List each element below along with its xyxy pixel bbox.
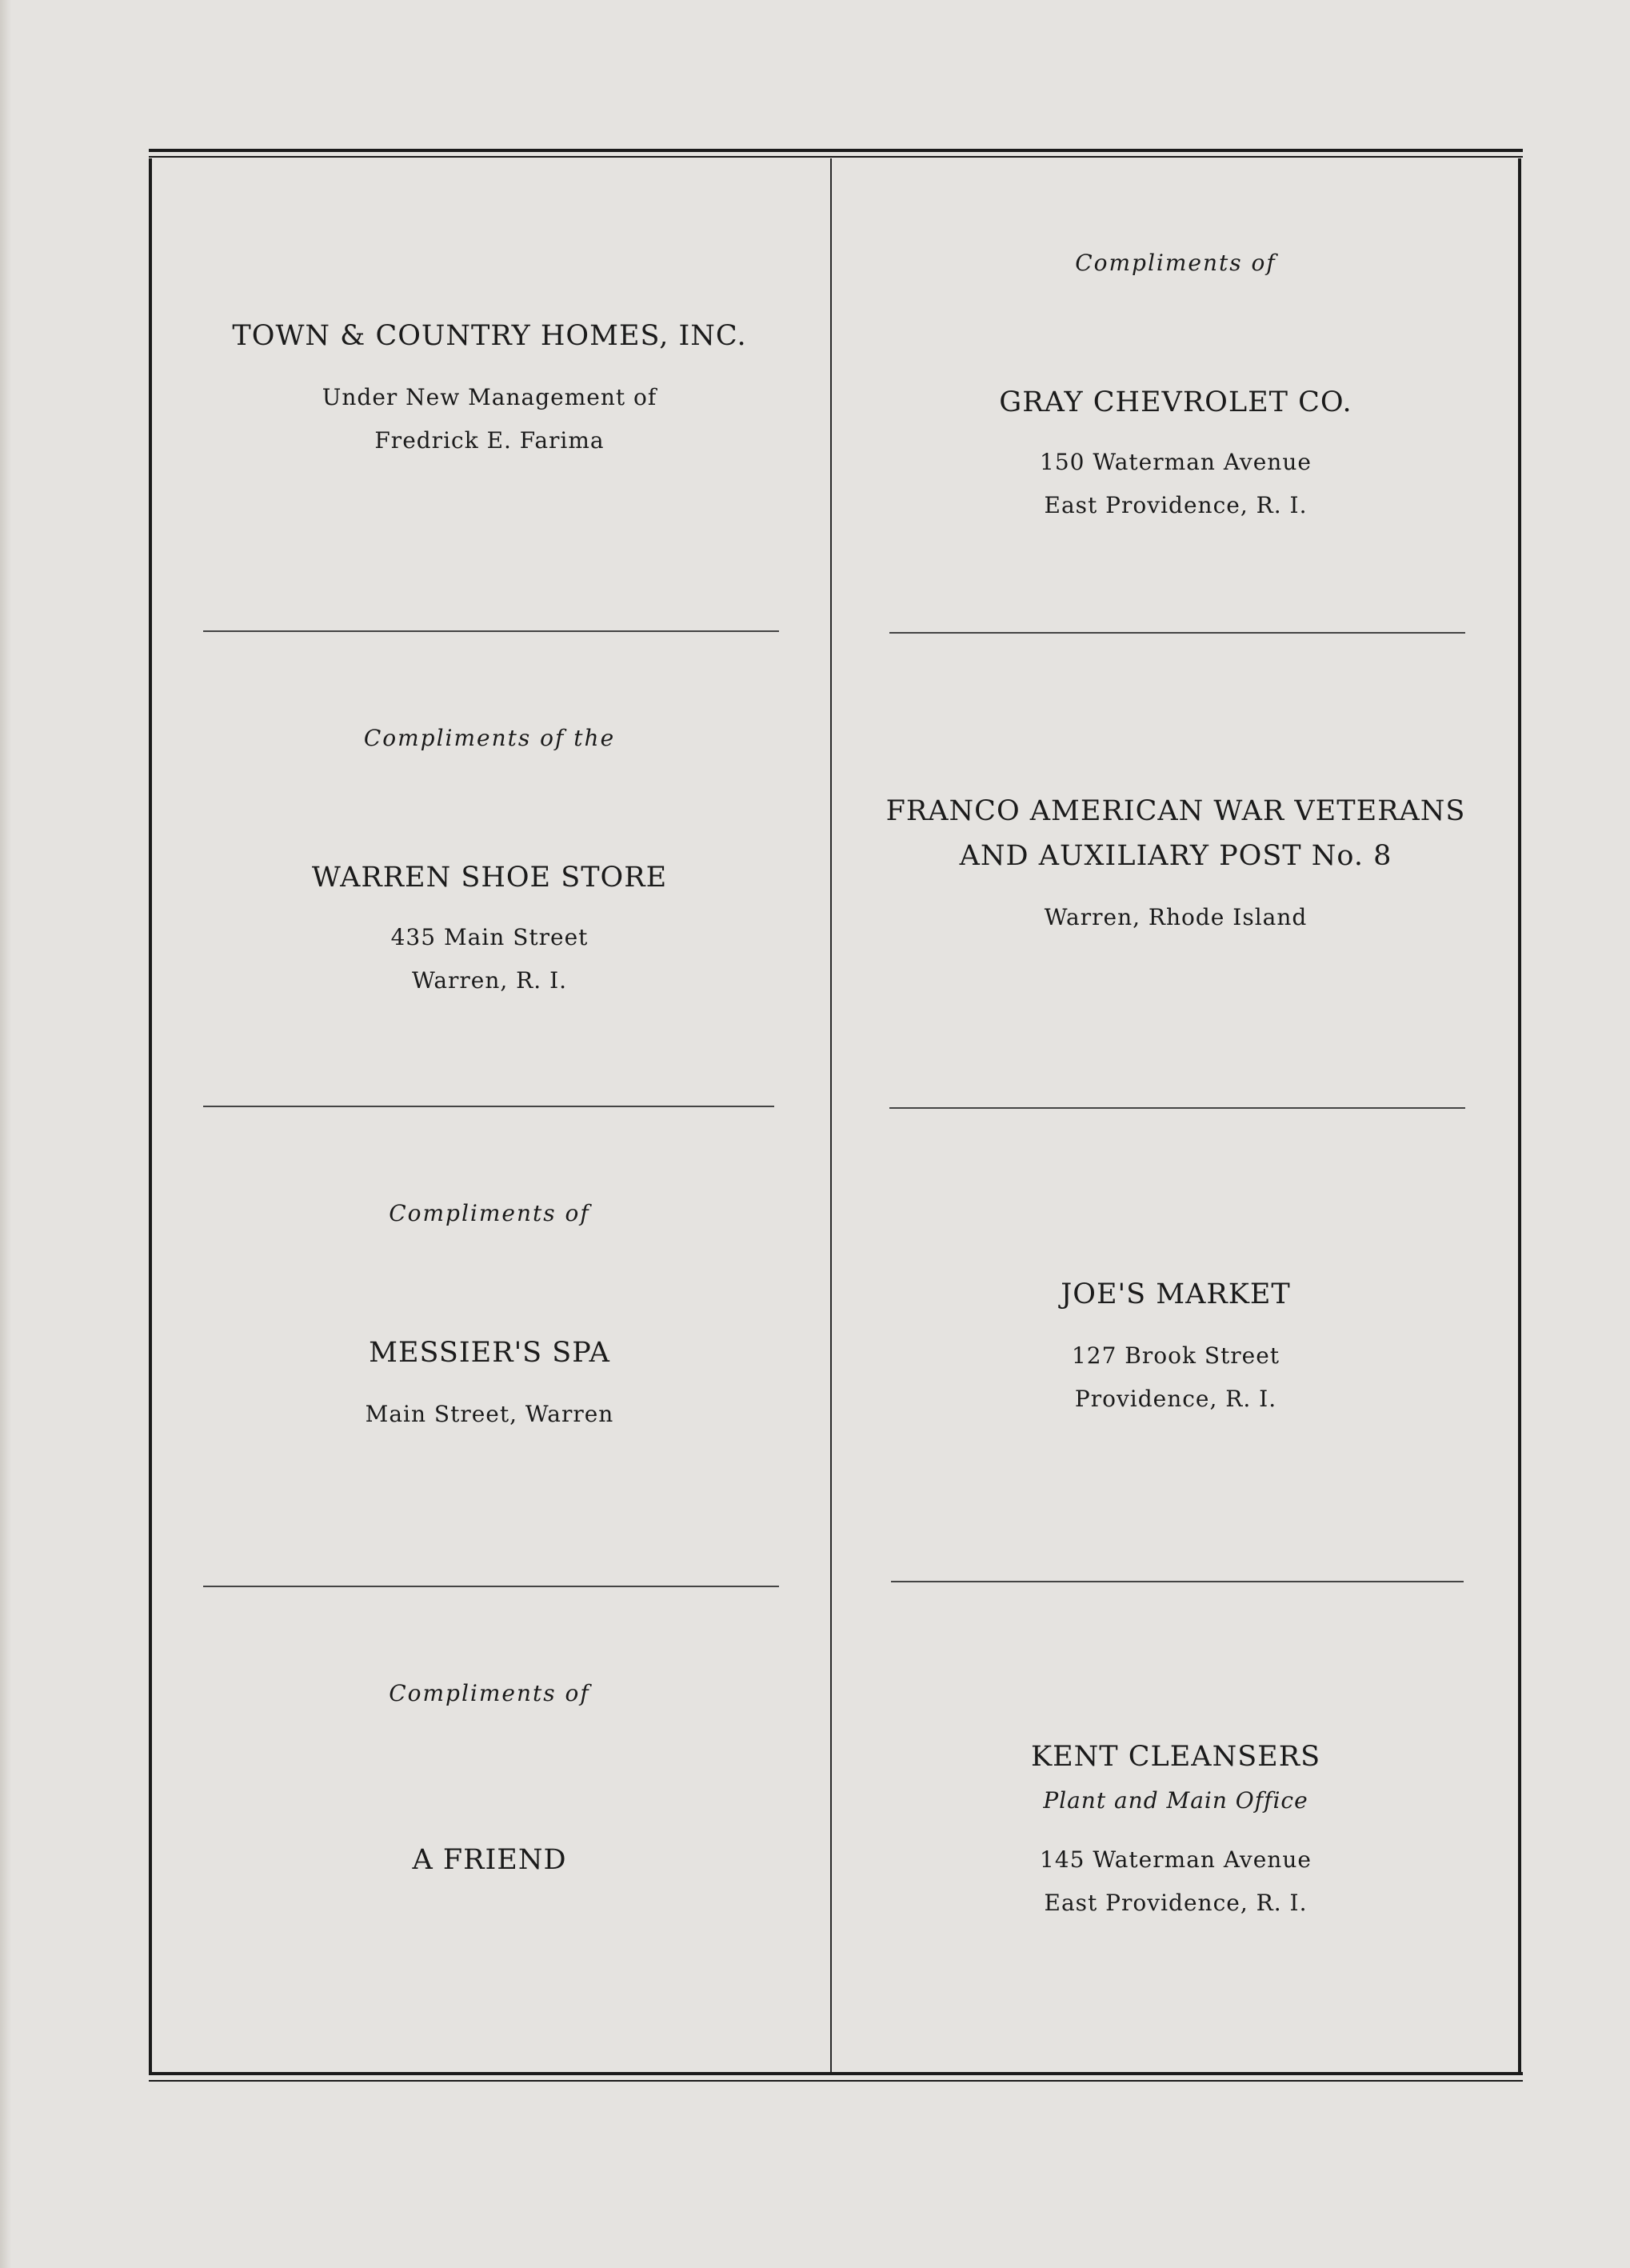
- ad-name: A FRIEND: [412, 1844, 567, 1876]
- ad-name: TOWN & COUNTRY HOMES, INC.: [232, 320, 747, 352]
- ad-joes-market: [872, 1272, 1480, 1421]
- ad-line: Under New Management of: [322, 384, 657, 410]
- ad-town-country-homes: [186, 314, 793, 462]
- left-divider-1: [203, 630, 779, 632]
- ad-messiers-spa: [186, 1200, 793, 1436]
- ad-franco-american-war-veterans: [872, 789, 1480, 939]
- ad-name: MESSIER'S SPA: [369, 1337, 610, 1369]
- ad-line: Warren, Rhode Island: [1044, 904, 1308, 930]
- compliments-text: Compliments of: [389, 1200, 590, 1226]
- ad-subtitle: Plant and Main Office: [1043, 1787, 1308, 1814]
- ad-line: East Providence, R. I.: [1044, 1890, 1308, 1916]
- top-rule-thick: [149, 149, 1523, 152]
- compliments-text: Compliments of: [389, 1680, 590, 1706]
- ad-warren-shoe-store: [186, 725, 793, 1002]
- ad-line: East Providence, R. I.: [1044, 492, 1308, 518]
- ad-name: GRAY CHEVROLET CO.: [999, 386, 1352, 418]
- ad-a-friend: [186, 1680, 793, 1882]
- ad-line: Main Street, Warren: [365, 1401, 614, 1427]
- ad-name: FRANCO AMERICAN WAR VETERANS: [885, 795, 1466, 827]
- page-binding-edge: [0, 0, 11, 2268]
- right-divider-2: [889, 1107, 1465, 1109]
- ad-line: Fredrick E. Farima: [374, 427, 605, 454]
- ad-name: AND AUXILIARY POST No. 8: [959, 840, 1392, 872]
- left-divider-2: [203, 1106, 774, 1107]
- bottom-rule-thin: [149, 2080, 1523, 2082]
- compliments-text: Compliments of the: [363, 725, 616, 751]
- ad-line: 150 Waterman Avenue: [1040, 449, 1312, 475]
- right-divider-1: [889, 632, 1465, 634]
- ad-line: 145 Waterman Avenue: [1040, 1846, 1312, 1873]
- right-divider-3: [891, 1581, 1464, 1582]
- bottom-rule-thick: [149, 2072, 1523, 2075]
- ad-line: Warren, R. I.: [411, 967, 568, 994]
- ad-line: 127 Brook Street: [1071, 1342, 1280, 1369]
- ad-name: KENT CLEANSERS: [1030, 1741, 1321, 1773]
- ad-name: WARREN SHOE STORE: [311, 862, 668, 894]
- top-rule-thin: [149, 156, 1523, 158]
- ad-kent-cleansers: [872, 1734, 1480, 1925]
- left-divider-3: [203, 1586, 779, 1587]
- column-divider: [830, 158, 832, 2072]
- ad-gray-chevrolet: [872, 250, 1480, 527]
- ad-name: JOE'S MARKET: [1061, 1278, 1291, 1310]
- ad-line: 435 Main Street: [390, 924, 589, 950]
- compliments-text: Compliments of: [1075, 250, 1276, 276]
- ad-line: Providence, R. I.: [1074, 1386, 1277, 1412]
